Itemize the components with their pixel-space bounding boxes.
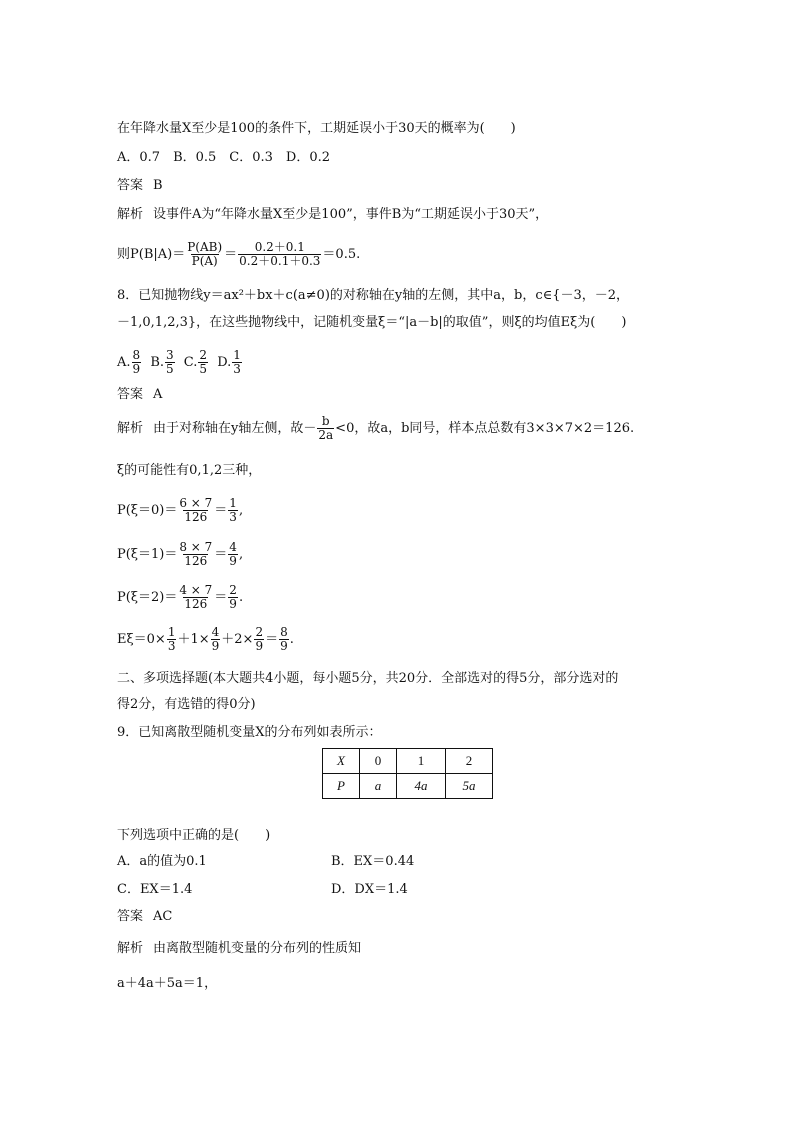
frac-den: 9	[132, 362, 141, 376]
frac-num: 8 × 7	[179, 540, 213, 554]
frac-num: b	[321, 414, 330, 428]
q7-analysis-line1	[117, 207, 548, 223]
q9-analysis-line2: a＋4a＋5a＝1，	[117, 976, 218, 991]
option-letter: C.	[183, 355, 198, 370]
frac-den: 5	[199, 362, 208, 376]
expect-equals: ＝	[265, 632, 279, 647]
analysis-text: 由离散型随机变量的分布列的性质知	[153, 941, 362, 956]
frac-den: 0.2＋0.1＋0.3	[239, 254, 321, 268]
q9-option-b: B．EX＝0.44	[331, 854, 415, 869]
frac-den: 9	[280, 639, 288, 653]
frac-num: 2	[199, 348, 208, 362]
option-letter: A.	[117, 355, 131, 370]
table-cell: 4a	[397, 774, 446, 799]
option-fraction	[165, 349, 175, 376]
prob-result-fraction	[228, 497, 238, 524]
option-letter: B.	[150, 355, 164, 370]
frac-num: 6 × 7	[179, 496, 213, 510]
answer-value: B	[153, 178, 163, 193]
q9-question-line: 9．已知离散型随机变量X的分布列如表所示：	[117, 725, 382, 740]
frac-num: 8	[132, 348, 141, 362]
expect-lhs: Eξ＝0×	[117, 632, 166, 647]
frac-den: 2a	[318, 428, 334, 442]
frac-den: 3	[233, 362, 241, 376]
frac-num: 1	[167, 625, 176, 639]
q7-options: A．0.7 B．0.5 C．0.3 D．0.2	[117, 150, 331, 165]
q8-expectation	[117, 625, 294, 655]
prob-tail: ,	[238, 547, 244, 562]
analysis-text: 设事件A为“年降水量X至少是100”，事件B为“工期延误小于30天”，	[153, 207, 549, 222]
table-row	[323, 749, 493, 774]
analysis-label: 解析	[117, 207, 144, 222]
answer-value: A	[153, 387, 163, 402]
section2-heading-line2: 得2分，有选错的得0分)	[117, 697, 256, 712]
prob-lhs: P(ξ＝0)＝	[117, 503, 178, 518]
analysis-post: <0，故a，b同号，样本点总数有3×3×7×2＝126.	[335, 421, 635, 436]
frac-num: 8	[280, 625, 288, 639]
option-fraction	[132, 349, 142, 376]
section2-heading-line1: 二、多项选择题(本大题共4小题，每小题5分，共20分．全部选对的得5分，部分选对的	[117, 671, 619, 686]
expect-term: ＋2×	[221, 632, 254, 647]
frac-den: 126	[184, 597, 208, 611]
frac-num: 4	[211, 625, 220, 639]
frac-den: P(A)	[191, 254, 218, 268]
pba-fraction-1	[186, 241, 223, 268]
table-cell: 5a	[446, 774, 493, 799]
pba-result: ＝0.5.	[322, 247, 361, 262]
prob-result-fraction	[228, 541, 238, 568]
prob-fraction	[178, 541, 213, 568]
frac-num: 4 × 7	[179, 583, 213, 597]
frac-num: 2	[229, 583, 237, 597]
table-cell: P	[323, 774, 360, 799]
table-cell: X	[323, 749, 360, 774]
prob-lhs: P(ξ＝1)＝	[117, 547, 178, 562]
frac-num: 1	[233, 348, 241, 362]
frac-num: 2	[255, 625, 264, 639]
expect-fraction-1	[167, 626, 177, 653]
distribution-table	[322, 748, 493, 799]
option-letter: D.	[217, 355, 232, 370]
q9-analysis-line1	[117, 941, 361, 957]
expect-fraction-3	[254, 626, 264, 653]
answer-label: 答案	[117, 178, 144, 193]
q8-analysis-line1	[117, 414, 634, 444]
q8-option-a	[117, 348, 142, 376]
q8-p1: P(ξ＝1)＝ $\frac{8 \times 7}{126}$ ＝ $\frac{4}{9}$ ,	[117, 540, 244, 568]
frac-den: 126	[184, 510, 208, 524]
prob-fraction	[178, 497, 213, 524]
expect-tail: .	[289, 632, 294, 647]
q9-prompt: 下列选项中正确的是( )	[117, 828, 271, 843]
prob-fraction	[178, 584, 213, 611]
option-fraction	[198, 349, 208, 376]
frac-den: 3	[229, 510, 237, 524]
q8-option-b	[150, 348, 175, 376]
q8-question-line1: 8．已知抛物线y＝ax²＋bx＋c(a≠0)的对称轴在y轴的左侧，其中a，b，c∈{－3，－2，	[117, 288, 630, 303]
frac-num: 4	[229, 540, 237, 554]
q8-answer	[117, 387, 162, 403]
frac-den: 126	[184, 554, 208, 568]
analysis-label: 解析	[117, 421, 144, 436]
q8-possibility: ξ的可能性有0,1,2三种，	[117, 463, 262, 478]
frac-num: 0.2＋0.1	[254, 240, 305, 254]
q8-question-line2: －1,0,1,2,3}，在这些抛物线中，记随机变量ξ＝“|a－b|的取值”，则ξ的均值Eξ为( )	[117, 315, 627, 330]
q9-option-c: C．EX＝1.4	[117, 882, 193, 897]
prob-result-fraction	[228, 584, 238, 611]
q7-answer	[117, 178, 163, 194]
prob-tail: ,	[238, 503, 244, 518]
q7-conditional-probability: 则P(B|A)＝ $\frac{P(AB)}{P(A)}$ ＝ $\frac{0.2+0.1}{0.2+0.1+0.3}$ ＝0.5.	[117, 240, 361, 268]
q8-option-c	[183, 348, 209, 376]
analysis-label: 解析	[117, 941, 144, 956]
table-cell: 1	[397, 749, 446, 774]
expect-term: ＋1×	[177, 632, 210, 647]
frac-den: 5	[166, 362, 174, 376]
q9-option-d: D．DX＝1.4	[331, 882, 408, 897]
prob-lhs: P(ξ＝2)＝	[117, 590, 178, 605]
q9-option-a: A．a的值为0.1	[117, 854, 207, 869]
expect-fraction-result	[279, 626, 289, 653]
frac-den: 9	[255, 639, 264, 653]
analysis-fraction	[317, 415, 334, 442]
pba-prefix: 则P(B|A)＝	[117, 247, 186, 262]
table-cell: 0	[360, 749, 397, 774]
frac-num: 1	[229, 496, 237, 510]
expect-fraction-2	[211, 626, 221, 653]
frac-den: 9	[229, 554, 237, 568]
analysis-pre: 由于对称轴在y轴左侧，故－	[153, 421, 317, 436]
frac-den: 3	[167, 639, 176, 653]
frac-num: 3	[166, 348, 174, 362]
frac-num: P(AB)	[187, 240, 223, 254]
q9-answer	[117, 909, 172, 925]
table-cell: a	[360, 774, 397, 799]
q8-p0: P(ξ＝0)＝ $\frac{6 \times 7}{126}$ ＝ $\frac{1}{3}$ ,	[117, 496, 244, 524]
answer-label: 答案	[117, 909, 144, 924]
pba-fraction-2	[238, 241, 321, 268]
q8-p2: P(ξ＝2)＝ $\frac{4 \times 7}{126}$ ＝ $\frac{2}{9}$ .	[117, 583, 244, 611]
table-row	[323, 774, 493, 799]
q8-option-d	[217, 348, 243, 376]
q7-question-line: 在年降水量X至少是100的条件下，工期延误小于30天的概率为( )	[117, 121, 516, 136]
answer-label: 答案	[117, 387, 144, 402]
option-fraction	[232, 349, 242, 376]
answer-value: AC	[153, 909, 173, 924]
q8-options	[117, 348, 243, 378]
frac-den: 9	[229, 597, 237, 611]
frac-den: 9	[211, 639, 220, 653]
table-cell: 2	[446, 749, 493, 774]
prob-tail: .	[238, 590, 244, 605]
